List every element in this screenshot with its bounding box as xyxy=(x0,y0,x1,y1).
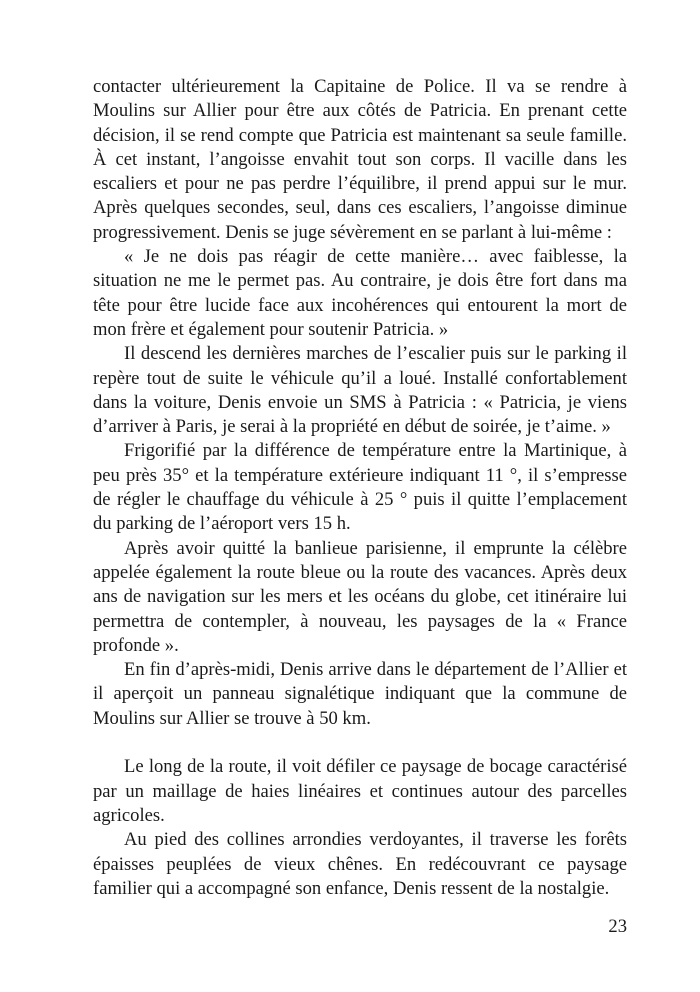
text-line: par un maillage de haies linéaires et continues autour des parcelles xyxy=(93,780,627,802)
text-line: Frigorifié par la différence de température entre la Martinique, à xyxy=(124,440,627,462)
text-line: En fin d’après-midi, Denis arrive dans le département de l’Allier et xyxy=(124,659,627,681)
text-line: Le long de la route, il voit défiler ce paysage de bocage caractérisé xyxy=(124,756,627,778)
text-line: progressivement. Denis se juge sévèrement en se parlant à lui-même : xyxy=(93,221,612,243)
paragraph xyxy=(93,342,627,439)
text-line: peu près 35° et la température extérieure indiquant 11 °, il s’empresse xyxy=(93,464,627,486)
text-line: Après quelques secondes, seul, dans ces escaliers, l’angoisse diminue xyxy=(93,197,627,219)
text-line: familier qui a accompagné son enfance, Denis ressent de la nostalgie. xyxy=(93,877,610,899)
paragraph xyxy=(93,828,627,901)
text-line: du parking de l’aéroport vers 15 h. xyxy=(93,513,351,535)
text-line: agricoles. xyxy=(93,804,165,826)
text-line: tête pour être lucide face aux incohérences qui entourent la mort de xyxy=(93,294,627,316)
text-line: Après avoir quitté la banlieue parisienne, il emprunte la célèbre xyxy=(124,537,627,559)
text-line: épaisses peuplées de vieux chênes. En redécouvrant ce paysage xyxy=(93,853,627,875)
text-line: de régler le chauffage du véhicule à 25 ° puis il quitte l’emplacement xyxy=(93,489,627,511)
text-line: Moulins sur Allier pour être aux côtés de Patricia. En prenant cette xyxy=(93,100,627,122)
body-text xyxy=(93,75,627,901)
text-line: Moulins sur Allier se trouve à 50 km. xyxy=(93,707,371,729)
text-line: il aperçoit un panneau signalétique indiquant que la commune de xyxy=(93,683,627,705)
paragraph xyxy=(93,245,627,342)
text-line: dans la voiture, Denis envoie un SMS à Patricia : « Patricia, je viens xyxy=(93,391,627,413)
text-line: profonde ». xyxy=(93,634,179,656)
text-line: « Je ne dois pas réagir de cette manière… avec faiblesse, la xyxy=(124,246,627,268)
text-line: Au pied des collines arrondies verdoyantes, il traverse les forêts xyxy=(124,829,627,851)
text-line: situation ne me le permet pas. Au contraire, je dois être fort dans ma xyxy=(93,270,627,292)
paragraph xyxy=(93,75,627,245)
section-break xyxy=(93,731,627,755)
paragraph xyxy=(93,658,627,731)
paragraph xyxy=(93,755,627,828)
text-line: contacter ultérieurement la Capitaine de Police. Il va se rendre à xyxy=(93,76,627,97)
text-line: appelée également la route bleue ou la route des vacances. Après deux xyxy=(93,561,627,583)
text-line: d’arriver à Paris, je serai à la propriété en début de soirée, je t’aime. » xyxy=(93,416,611,438)
page-number: 23 xyxy=(608,916,627,937)
text-line: décision, il se rend compte que Patricia est maintenant sa seule famille. xyxy=(93,124,627,146)
text-line: Il descend les dernières marches de l’escalier puis sur le parking il xyxy=(124,343,627,365)
text-line: ans de navigation sur les mers et les océans du globe, cet itinéraire lui xyxy=(93,586,627,608)
text-line: escaliers et pour ne pas perdre l’équilibre, il prend appui sur le mur. xyxy=(93,173,627,195)
text-line: mon frère et également pour soutenir Patricia. » xyxy=(93,318,449,340)
paragraph xyxy=(93,537,627,658)
paragraph xyxy=(93,439,627,536)
text-line: permettra de contempler, à nouveau, les paysages de la « France xyxy=(93,610,627,632)
text-line: À cet instant, l’angoisse envahit tout son corps. Il vacille dans les xyxy=(93,148,627,170)
text-line: repère tout de suite le véhicule qu’il a loué. Installé confortablement xyxy=(93,367,627,389)
